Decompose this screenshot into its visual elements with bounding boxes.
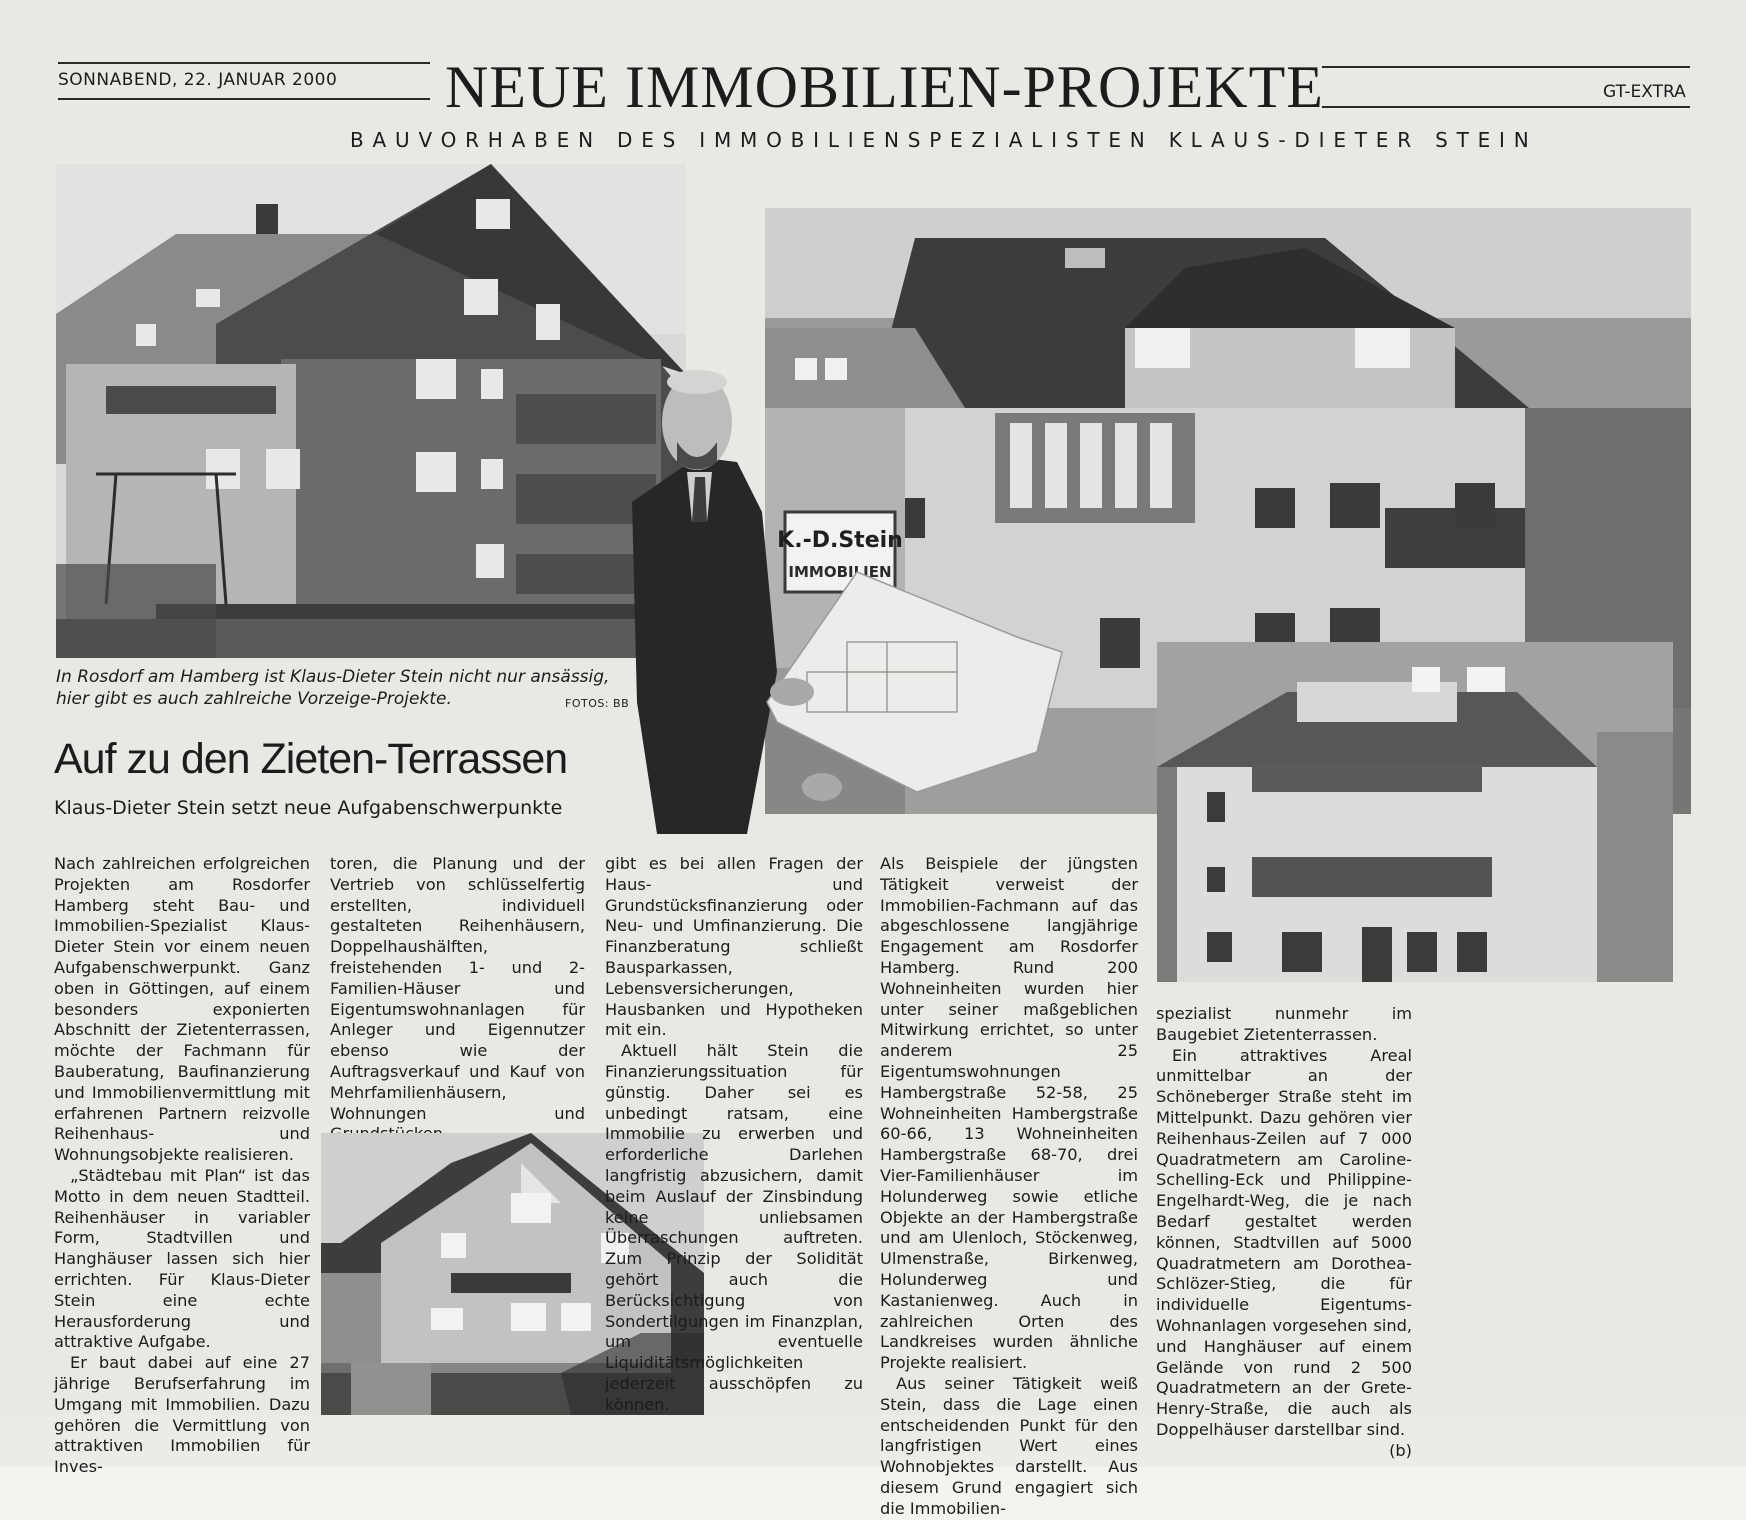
author-initial: (b): [1389, 1440, 1412, 1460]
photo-caption: In Rosdorf am Hamberg ist Klaus-Dieter Stein nicht nur ansässig, hier gibt es auch zahlreiche Vorzeige-Projekte.: [56, 667, 610, 709]
article-column-1: [54, 854, 310, 1478]
article-column-4: [880, 854, 1138, 1520]
issue-date: SONNABEND, 22. JANUAR 2000: [58, 70, 338, 90]
paragraph: Nach zahlreichen erfolgreichen Projekten am Rosdorfer Hamberg steht Bau- und Immobilien-Spezialist Klaus-Dieter Stein vor einem neuen Aufgabenschwerpunkt. Ganz oben in Göttingen, auf einem besonders exponierten Abschnitt der Zietenterrassen, möchte der Fachmann für Bauberatung, Baufinanzierung und Immobilienvermittlung mit erfahrenen Partnern reizvolle Reihenhaus- und Wohnungsobjekte realisieren.: [54, 854, 310, 1165]
paragraph: Aus seiner Tätigkeit weiß Stein, dass die Lage einen entscheidenden Punkt für den langfristigen Wert eines Wohnobjektes darstellt. Aus diesem Grund engagiert sich die Immobilien-: [880, 1373, 1138, 1518]
paragraph: Ein attraktives Areal unmittelbar an der Schöneberger Straße steht im Mittelpunkt. Dazu gehören vier Reihenhaus-Zeilen auf 7 000 Quadratmetern am Caroline-Schelling-Eck und Philippine-Engelhardt-Weg, die je nach Bedarf gestaltet werden können, Stadtvillen auf 5000 Quadratmetern am Dorothea-Schlözer-Stieg, die für individuelle Eigentums-Wohnanlagen vorgesehen sind, und Hanghäuser auf einem Gelände von rund 2 500 Quadratmetern an der Grete-Henry-Straße, die auch als Doppelhäuser darstellbar sind.: [1156, 1045, 1412, 1439]
page-title: NEUE IMMOBILIEN-PROJEKTE: [445, 54, 1324, 120]
paragraph: Er baut dabei auf eine 27 jährige Berufserfahrung im Umgang mit Immobilien. Dazu gehören die Vermittlung von attraktiven Immobilien für Inves-: [54, 1353, 310, 1477]
article-subheadline: Klaus-Dieter Stein setzt neue Aufgabenschwerpunkte: [54, 797, 563, 819]
paragraph: spezialist nunmehr im Baugebiet Zietenterrassen.: [1156, 1004, 1412, 1044]
article-column-3: [605, 854, 863, 1416]
masthead-rule-left-top: [58, 62, 430, 64]
masthead-rule-right-bottom: [1322, 106, 1690, 108]
masthead-rule-right-top: [1322, 66, 1690, 68]
sign-company-type: IMMOBILIEN: [788, 563, 892, 581]
sign-company-name: K.-D.Stein: [777, 528, 903, 553]
section-label: GT-EXTRA: [1603, 82, 1686, 102]
paragraph: Als Beispiele der jüngsten Tätigkeit verweist der Immobilien-Fachmann auf das abgeschlossene langjährige Engagement am Rosdorfer Hamberg. Rund 200 Wohneinheiten wurden hier unter seiner maßgeblichen Mitwirkung errichtet, so unter anderem 25 Eigentumswohnungen Hambergstraße 52-58, 25 Wohneinheiten Hambergstraße 60-66, 13 Wohneinheiten Hambergstraße 68-70, drei Vier-Familienhäuser im Holunderweg sowie etliche Objekte an der Hambergstraße und am Ulenloch, Stöckenweg, Ulmenstraße, Birkenweg, Holunderweg und Kastanienweg. Auch in zahlreichen Orten des Landkreises wurden ähnliche Projekte realisiert.: [880, 854, 1138, 1373]
masthead-rule-left-bottom: [58, 98, 430, 100]
paragraph: „Städtebau mit Plan“ ist das Motto in dem neuen Stadtteil. Reihenhäuser in variabler Form, Stadtvillen und Hanghäuser lassen sich hier errichten. Für Klaus-Dieter Stein eine echte Herausforderung und attraktive Aufgabe.: [54, 1165, 310, 1352]
photo-apartment-block-inset: [1157, 642, 1673, 982]
photo-credit: FOTOS: BB: [565, 697, 630, 710]
article-column-5: [1156, 1004, 1412, 1462]
paragraph: gibt es bei allen Fragen der Haus- und Grundstücksfinanzierung oder Neu- und Umfinanzierung. Die Finanzberatung schließt Bausparkassen, Lebensversicherungen, Hausbanken und Hypotheken mit ein.: [605, 854, 863, 1040]
paragraph: toren, die Planung und der Vertrieb von schlüsselfertig erstellten, individuell gestalteten Reihenhäusern, Doppelhaushälften, freistehenden 1- und 2-Familien-Häuser und Eigentumswohnanlagen für Anleger und Eigennutzer ebenso wie der Auftragsverkauf und Kauf von Mehrfamilienhäusern, Wohnungen und: [330, 854, 585, 1123]
page-subtitle: BAUVORHABEN DES IMMOBILIENSPEZIALISTEN KLAUS-DIETER STEIN: [350, 128, 1538, 152]
article-headline: Auf zu den Zieten-Terrassen: [54, 735, 568, 783]
photo-klaus-dieter-stein-portrait: [617, 372, 1062, 834]
paragraph: Aktuell hält Stein die Finanzierungssituation für günstig. Daher sei es unbedingt ratsam, eine Immobilie zu erwerben und erforderliche Darlehen langfristig abzusichern, damit beim Auslauf der Zinsbindung keine unliebsamen Überraschungen auftreten. Zum Prinzip der Solidität gehört auch die Berücksichtigung von Sondertilgungen im Finanzplan, um eventuelle Liquiditätsmöglichkeiten jederzeit ausschöpfen zu können.: [605, 1041, 863, 1414]
photo-rosdorf-apartment-building: [56, 164, 686, 658]
